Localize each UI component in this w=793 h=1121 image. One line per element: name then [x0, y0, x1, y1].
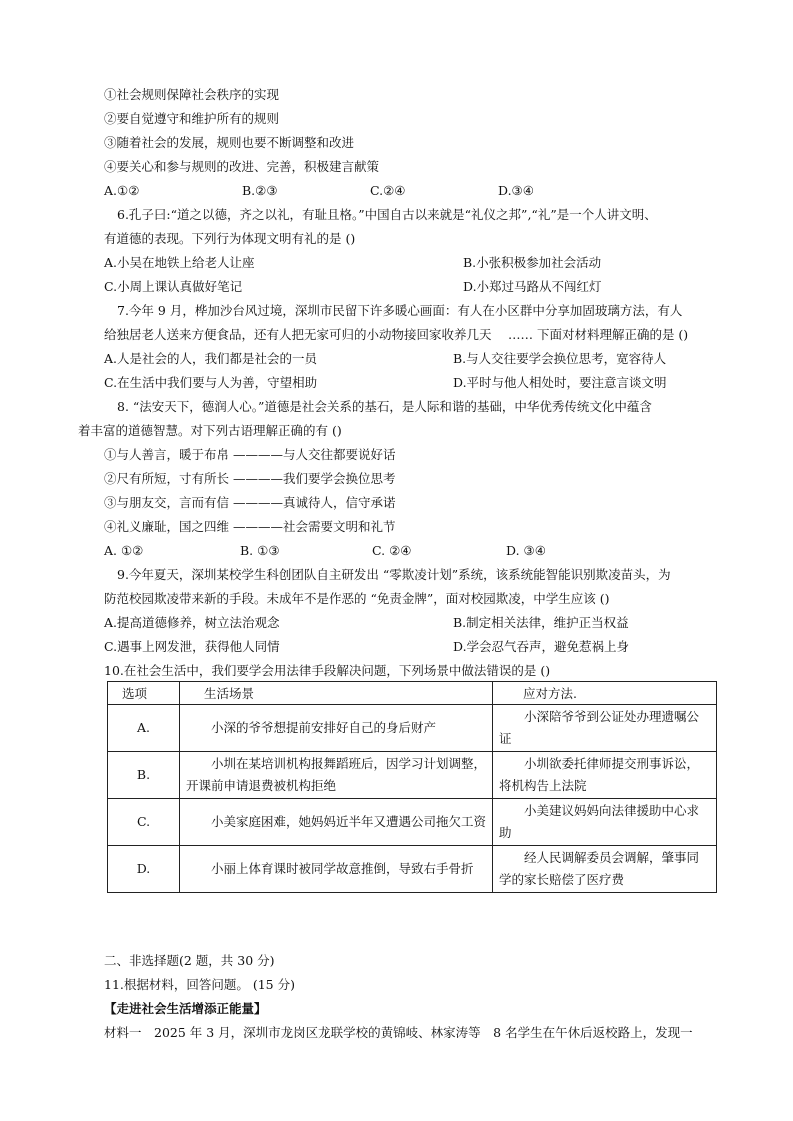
- q5-option-a: A.①②: [104, 183, 140, 198]
- q5-item-1: ①社会规则保障社会秩序的实现: [104, 87, 280, 102]
- row-c-method: 小美建议妈妈向法律援助中心求助: [493, 799, 717, 846]
- q7-stem-line2: 给独居老人送来方便食品，还有人把无家可归的小动物接回家收养几天 …… 下面对材料理解正确的是 (): [104, 327, 689, 342]
- q8-item-1: ①与人善言，暖于布帛 ————与人交往都要说好话: [104, 447, 396, 462]
- row-b-option: B.: [108, 752, 180, 799]
- row-a-method: 小深陪爷爷到公证处办理遗嘱公证: [493, 705, 717, 752]
- row-d-option: D.: [108, 846, 180, 893]
- q5-option-c: C.②④: [370, 183, 406, 198]
- q11-material-1: 材料一 2025 年 3 月，深圳市龙岗区龙联学校的黄锦岐、林家涛等 8 名学生在午休后返校路上，发现一: [104, 1025, 693, 1040]
- q9-option-c: C.遇事上网发泄，获得他人同情: [104, 639, 280, 654]
- q7-option-a: A.人是社会的人，我们都是社会的一员: [104, 351, 318, 366]
- q7-option-b: B.与人交往要学会换位思考，宽容待人: [453, 351, 667, 366]
- row-c-option: C.: [108, 799, 180, 846]
- header-scene: 生活场景: [180, 682, 493, 705]
- q8-item-4: ④礼义廉耻，国之四维 ————社会需要文明和礼节: [104, 519, 396, 534]
- q6-option-a: A.小吴在地铁上给老人让座: [104, 255, 255, 270]
- q7-stem-line1: 7.今年 9 月，桦加沙台风过境，深圳市民留下许多暖心画面：有人在小区群中分享加固玻璃方法，有人: [117, 303, 683, 318]
- header-option: 选项: [108, 682, 180, 705]
- q7-option-d: D.平时与他人相处时，要注意言谈文明: [453, 375, 667, 390]
- table-row: [108, 799, 717, 846]
- q8-stem-line2: 着丰富的道德智慧。对下列古语理解正确的有 (): [78, 423, 342, 438]
- q9-stem-line2: 防范校园欺凌带来新的手段。未成年不是作恶的 “免责金牌”，面对校园欺凌，中学生应该 (): [104, 591, 610, 606]
- row-a-option: A.: [108, 705, 180, 752]
- q9-option-d: D.学会忍气吞声，避免惹祸上身: [453, 639, 630, 654]
- table-row: [108, 846, 717, 893]
- q5-item-4: ④要关心和参与规则的改进、完善，积极建言献策: [104, 159, 380, 174]
- q11-stem: 11.根据材料，回答问题。 (15 分): [104, 977, 295, 992]
- row-a-scene: 小深的爷爷想提前安排好自己的身后财产: [180, 705, 493, 752]
- q8-option-d: D. ③④: [506, 543, 546, 558]
- row-d-scene: 小丽上体育课时被同学故意推倒，导致右手骨折: [180, 846, 493, 893]
- q8-stem-line1: 8. “法安天下，德润人心。”道德是社会关系的基石，是人际和谐的基础，中华优秀传统文化中蕴含: [117, 399, 652, 414]
- header-method: 应对方法.: [493, 682, 717, 705]
- q8-item-3: ③与朋友交，言而有信 ————真诚待人，信守承诺: [104, 495, 396, 510]
- q7-option-c: C.在生活中我们要与人为善，守望相助: [104, 375, 318, 390]
- section2-title: 二、非选择题(2 题，共 30 分): [104, 953, 275, 968]
- table-row: [108, 752, 717, 799]
- row-c-scene: 小美家庭困难，她妈妈近半年又遭遇公司拖欠工资: [180, 799, 493, 846]
- q8-option-b: B. ①③: [240, 543, 280, 558]
- q5-item-3: ③随着社会的发展，规则也要不断调整和改进: [104, 135, 355, 150]
- q10-stem: 10.在社会生活中，我们要学会用法律手段解决问题，下列场景中做法错误的是 (): [104, 663, 551, 678]
- row-b-scene: 小圳在某培训机构报舞蹈班后，因学习计划调整，开课前申请退费被机构拒绝: [180, 752, 493, 799]
- q8-option-c: C. ②④: [372, 543, 412, 558]
- q8-item-2: ②尺有所短，寸有所长 ————我们要学会换位思考: [104, 471, 396, 486]
- q5-option-d: D.③④: [498, 183, 534, 198]
- row-d-method: 经人民调解委员会调解，肇事同学的家长赔偿了医疗费: [493, 846, 717, 893]
- q6-option-d: D.小郑过马路从不闯红灯: [463, 279, 602, 294]
- q8-option-a: A. ①②: [104, 543, 144, 558]
- q6-stem-line2: 有道德的表现。下列行为体现文明有礼的是 (): [104, 231, 356, 246]
- q9-option-a: A.提高道德修养，树立法治观念: [104, 615, 280, 630]
- q5-item-2: ②要自觉遵守和维护所有的规则: [104, 111, 280, 126]
- q6-option-b: B.小张积极参加社会活动: [463, 255, 602, 270]
- q6-option-c: C.小周上课认真做好笔记: [104, 279, 243, 294]
- q6-stem-line1: 6.孔子曰:“道之以德，齐之以礼，有耻且格。”中国自古以来就是“礼仪之邦”,“礼”是一个人讲文明、: [117, 207, 657, 222]
- q9-stem-line1: 9.今年夏天，深圳某校学生科创团队自主研发出 “零欺凌计划”系统，该系统能智能识别欺凌苗头，为: [117, 567, 671, 582]
- row-b-method: 小圳欲委托律师提交刑事诉讼，将机构告上法院: [493, 752, 717, 799]
- table-header-row: [108, 682, 717, 705]
- table-row: [108, 705, 717, 752]
- q10-table: [107, 681, 717, 893]
- q5-option-b: B.②③: [242, 183, 278, 198]
- q11-subtitle: 【走进社会生活增添正能量】: [104, 1001, 267, 1016]
- q9-option-b: B.制定相关法律，维护正当权益: [453, 615, 629, 630]
